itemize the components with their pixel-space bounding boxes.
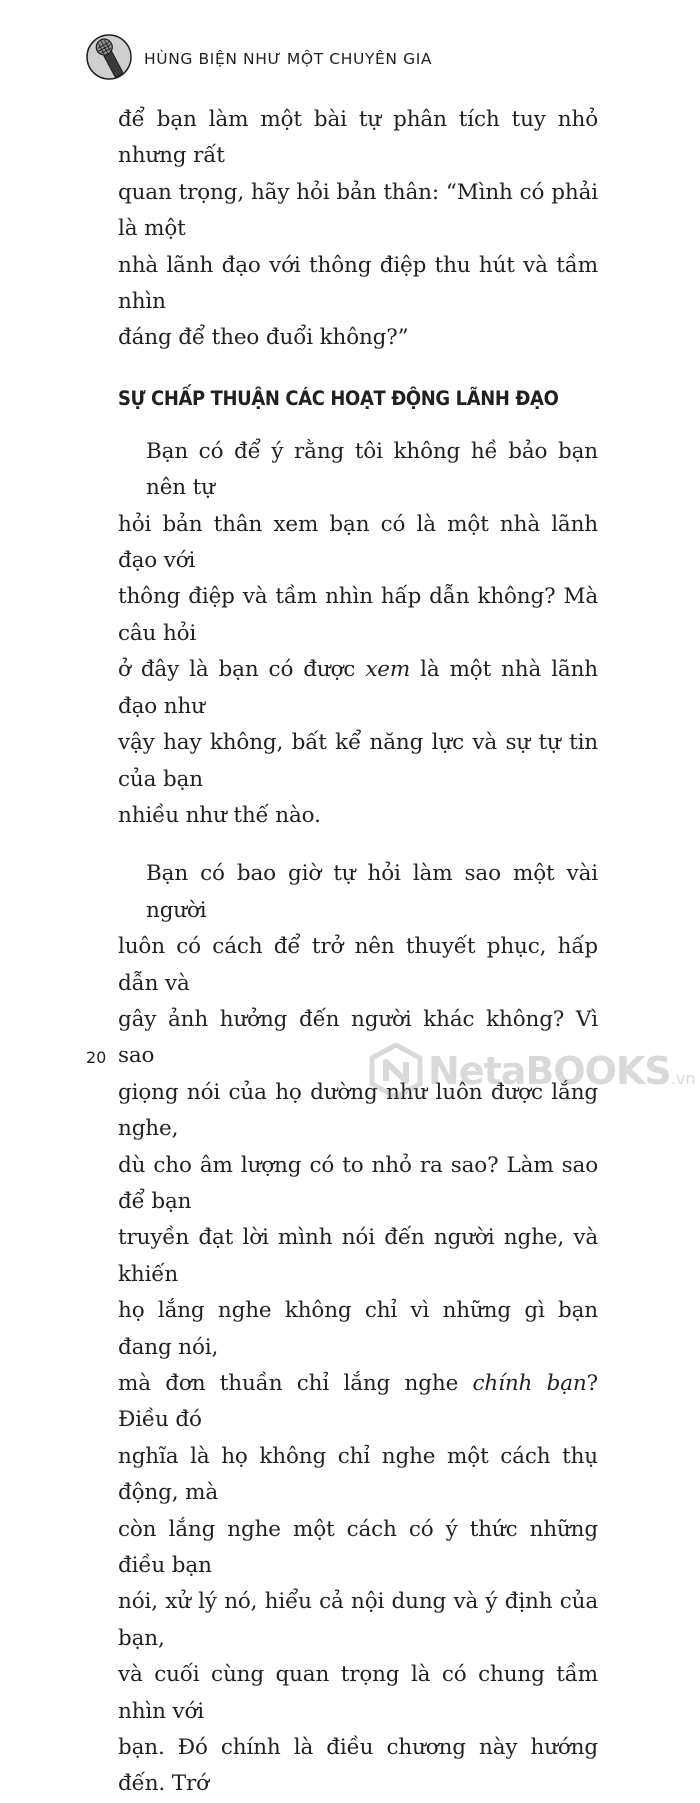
text-segment: mà đơn thuần chỉ lắng nghe xyxy=(118,1371,473,1396)
running-header xyxy=(86,32,686,92)
text-line: luôn có cách để trở nên thuyết phục, hấp dẫn và xyxy=(118,934,598,996)
watermark xyxy=(368,1043,696,1099)
page-body xyxy=(118,102,598,1803)
microphone-icon xyxy=(86,32,132,82)
text-line: còn lắng nghe một cách có ý thức những điều bạn xyxy=(118,1516,598,1579)
text-line: giọng nói của họ dường như luôn được lắng nghe, xyxy=(118,1079,598,1142)
paragraph-gap xyxy=(118,834,598,856)
text-line: Bạn có để ý rằng tôi không hề bảo bạn nên tự xyxy=(146,438,598,501)
watermark-text xyxy=(428,1049,695,1093)
text-line: bạn. Đó chính là điều chương này hướng đến. Trớ xyxy=(118,1735,598,1797)
text-line: họ lắng nghe không chỉ vì những gì bạn đang nói, xyxy=(118,1298,598,1360)
text-line: gây ảnh hưởng đến người khác không? Vì sao xyxy=(118,1006,598,1069)
watermark-domain: .vn xyxy=(670,1069,696,1088)
text-segment: ở đây là bạn có được xyxy=(118,657,366,683)
text-line: đáng để theo đuổi không?” xyxy=(118,325,409,351)
emphasis-text: xem xyxy=(365,657,411,683)
netabooks-logo-icon xyxy=(368,1043,424,1099)
text-segment: ? Điều đó xyxy=(118,1371,598,1433)
text-line: để bạn làm một bài tự phân tích tuy nhỏ nhưng rất xyxy=(118,107,598,169)
text-line: hỏi bản thân xem bạn có là một nhà lãnh đạo với xyxy=(118,511,598,574)
paragraph-3 xyxy=(118,856,598,1803)
text-line xyxy=(118,652,598,725)
text-line xyxy=(118,1366,598,1439)
text-line: nhiều như thế nào. xyxy=(118,802,321,828)
text-line: vậy hay không, bất kể năng lực và sự tự tin của bạn xyxy=(118,730,598,792)
text-line: truyền đạt lời mình nói đến người nghe, và khiến xyxy=(118,1225,598,1287)
text-line: nói, xử lý nó, hiểu cả nội dung và ý định của bạn, xyxy=(118,1589,598,1651)
text-line: nghĩa là họ không chỉ nghe một cách thụ động, mà xyxy=(118,1443,598,1506)
text-line: và cuối cùng quan trọng là có chung tầm nhìn với xyxy=(118,1662,598,1724)
text-line: quan trọng, hãy hỏi bản thân: “Mình có phải là một xyxy=(118,179,598,242)
text-line: dù cho âm lượng có to nhỏ ra sao? Làm sao để bạn xyxy=(118,1152,598,1214)
emphasis-text: chính bạn xyxy=(472,1371,587,1396)
watermark-brand: NetaBOOKS xyxy=(428,1049,671,1093)
text-line: thông điệp và tầm nhìn hấp dẫn không? Mà câu hỏi xyxy=(118,584,598,646)
paragraph-continuation xyxy=(118,102,598,357)
running-title: HÙNG BIỆN NHƯ MỘT CHUYÊN GIA xyxy=(144,50,433,68)
paragraph-2 xyxy=(118,434,598,834)
section-heading: SỰ CHẤP THUẬN CÁC HOẠT ĐỘNG LÃNH ĐẠO xyxy=(118,386,559,410)
text-line: nhà lãnh đạo với thông điệp thu hút và tầm nhìn xyxy=(118,252,598,315)
text-line: Bạn có bao giờ tự hỏi làm sao một vài người xyxy=(146,861,598,923)
text-segment: là một nhà lãnh đạo như xyxy=(118,657,598,719)
page-number: 20 xyxy=(86,1048,107,1067)
